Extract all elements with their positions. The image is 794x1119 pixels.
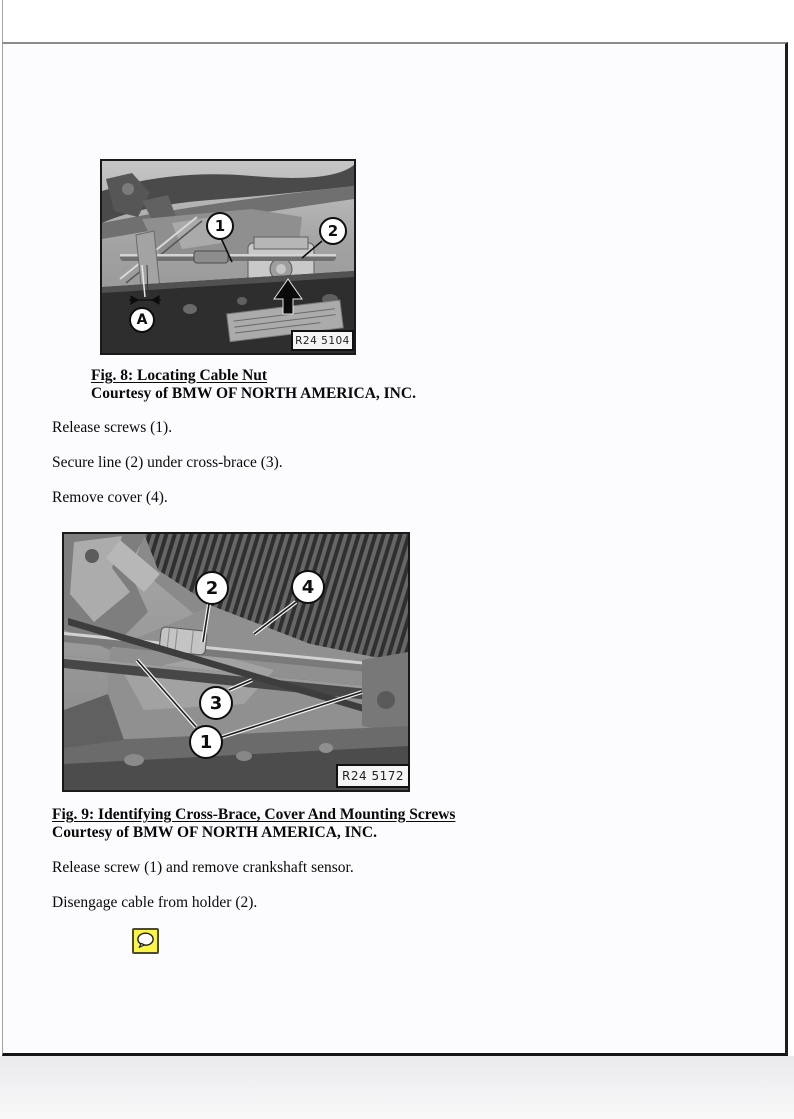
figure-9-caption-title: Fig. 9: Identifying Cross-Brace, Cover And Mounting Screws: [52, 806, 456, 823]
fig9-reference-label: R24 5172: [336, 764, 410, 788]
instruction-disengage-cable: Disengage cable from holder (2).: [52, 894, 258, 911]
instruction-release-screws: Release screws (1).: [52, 419, 173, 436]
figure-9-caption-courtesy: Courtesy of BMW OF NORTH AMERICA, INC.: [52, 823, 377, 841]
fig8-callout-1: 1: [206, 212, 234, 240]
fig9-callout-1: 1: [189, 725, 223, 759]
fig8-reference-label: R24 5104: [291, 330, 354, 351]
instruction-release-screw-sensor: Release screw (1) and remove crankshaft sensor.: [52, 859, 354, 876]
comment-annotation-icon[interactable]: [132, 928, 159, 954]
engine-photo-cross-brace: [64, 534, 408, 790]
fig9-callout-3: 3: [199, 686, 233, 720]
instruction-secure-line: Secure line (2) under cross-brace (3).: [52, 454, 283, 471]
figure-9-caption: [52, 806, 455, 841]
fig9-callout-2: 2: [195, 571, 229, 605]
figure-8-caption: [91, 367, 416, 402]
figure-8-caption-courtesy: Courtesy of BMW OF NORTH AMERICA, INC.: [91, 384, 416, 402]
fig8-callout-a: A: [129, 307, 155, 333]
figure-9-photo: [62, 532, 410, 792]
speech-bubble-icon: [135, 931, 156, 951]
instruction-remove-cover: Remove cover (4).: [52, 489, 168, 506]
fig8-callout-2: 2: [319, 217, 347, 245]
figure-8-caption-title: Fig. 8: Locating Cable Nut: [91, 367, 268, 384]
previous-page-edge: [2, 0, 789, 42]
document-page: [2, 42, 788, 1056]
fig9-callout-4: 4: [291, 570, 325, 604]
figure-8-photo: [100, 159, 356, 355]
viewer-backdrop: [0, 1056, 794, 1119]
